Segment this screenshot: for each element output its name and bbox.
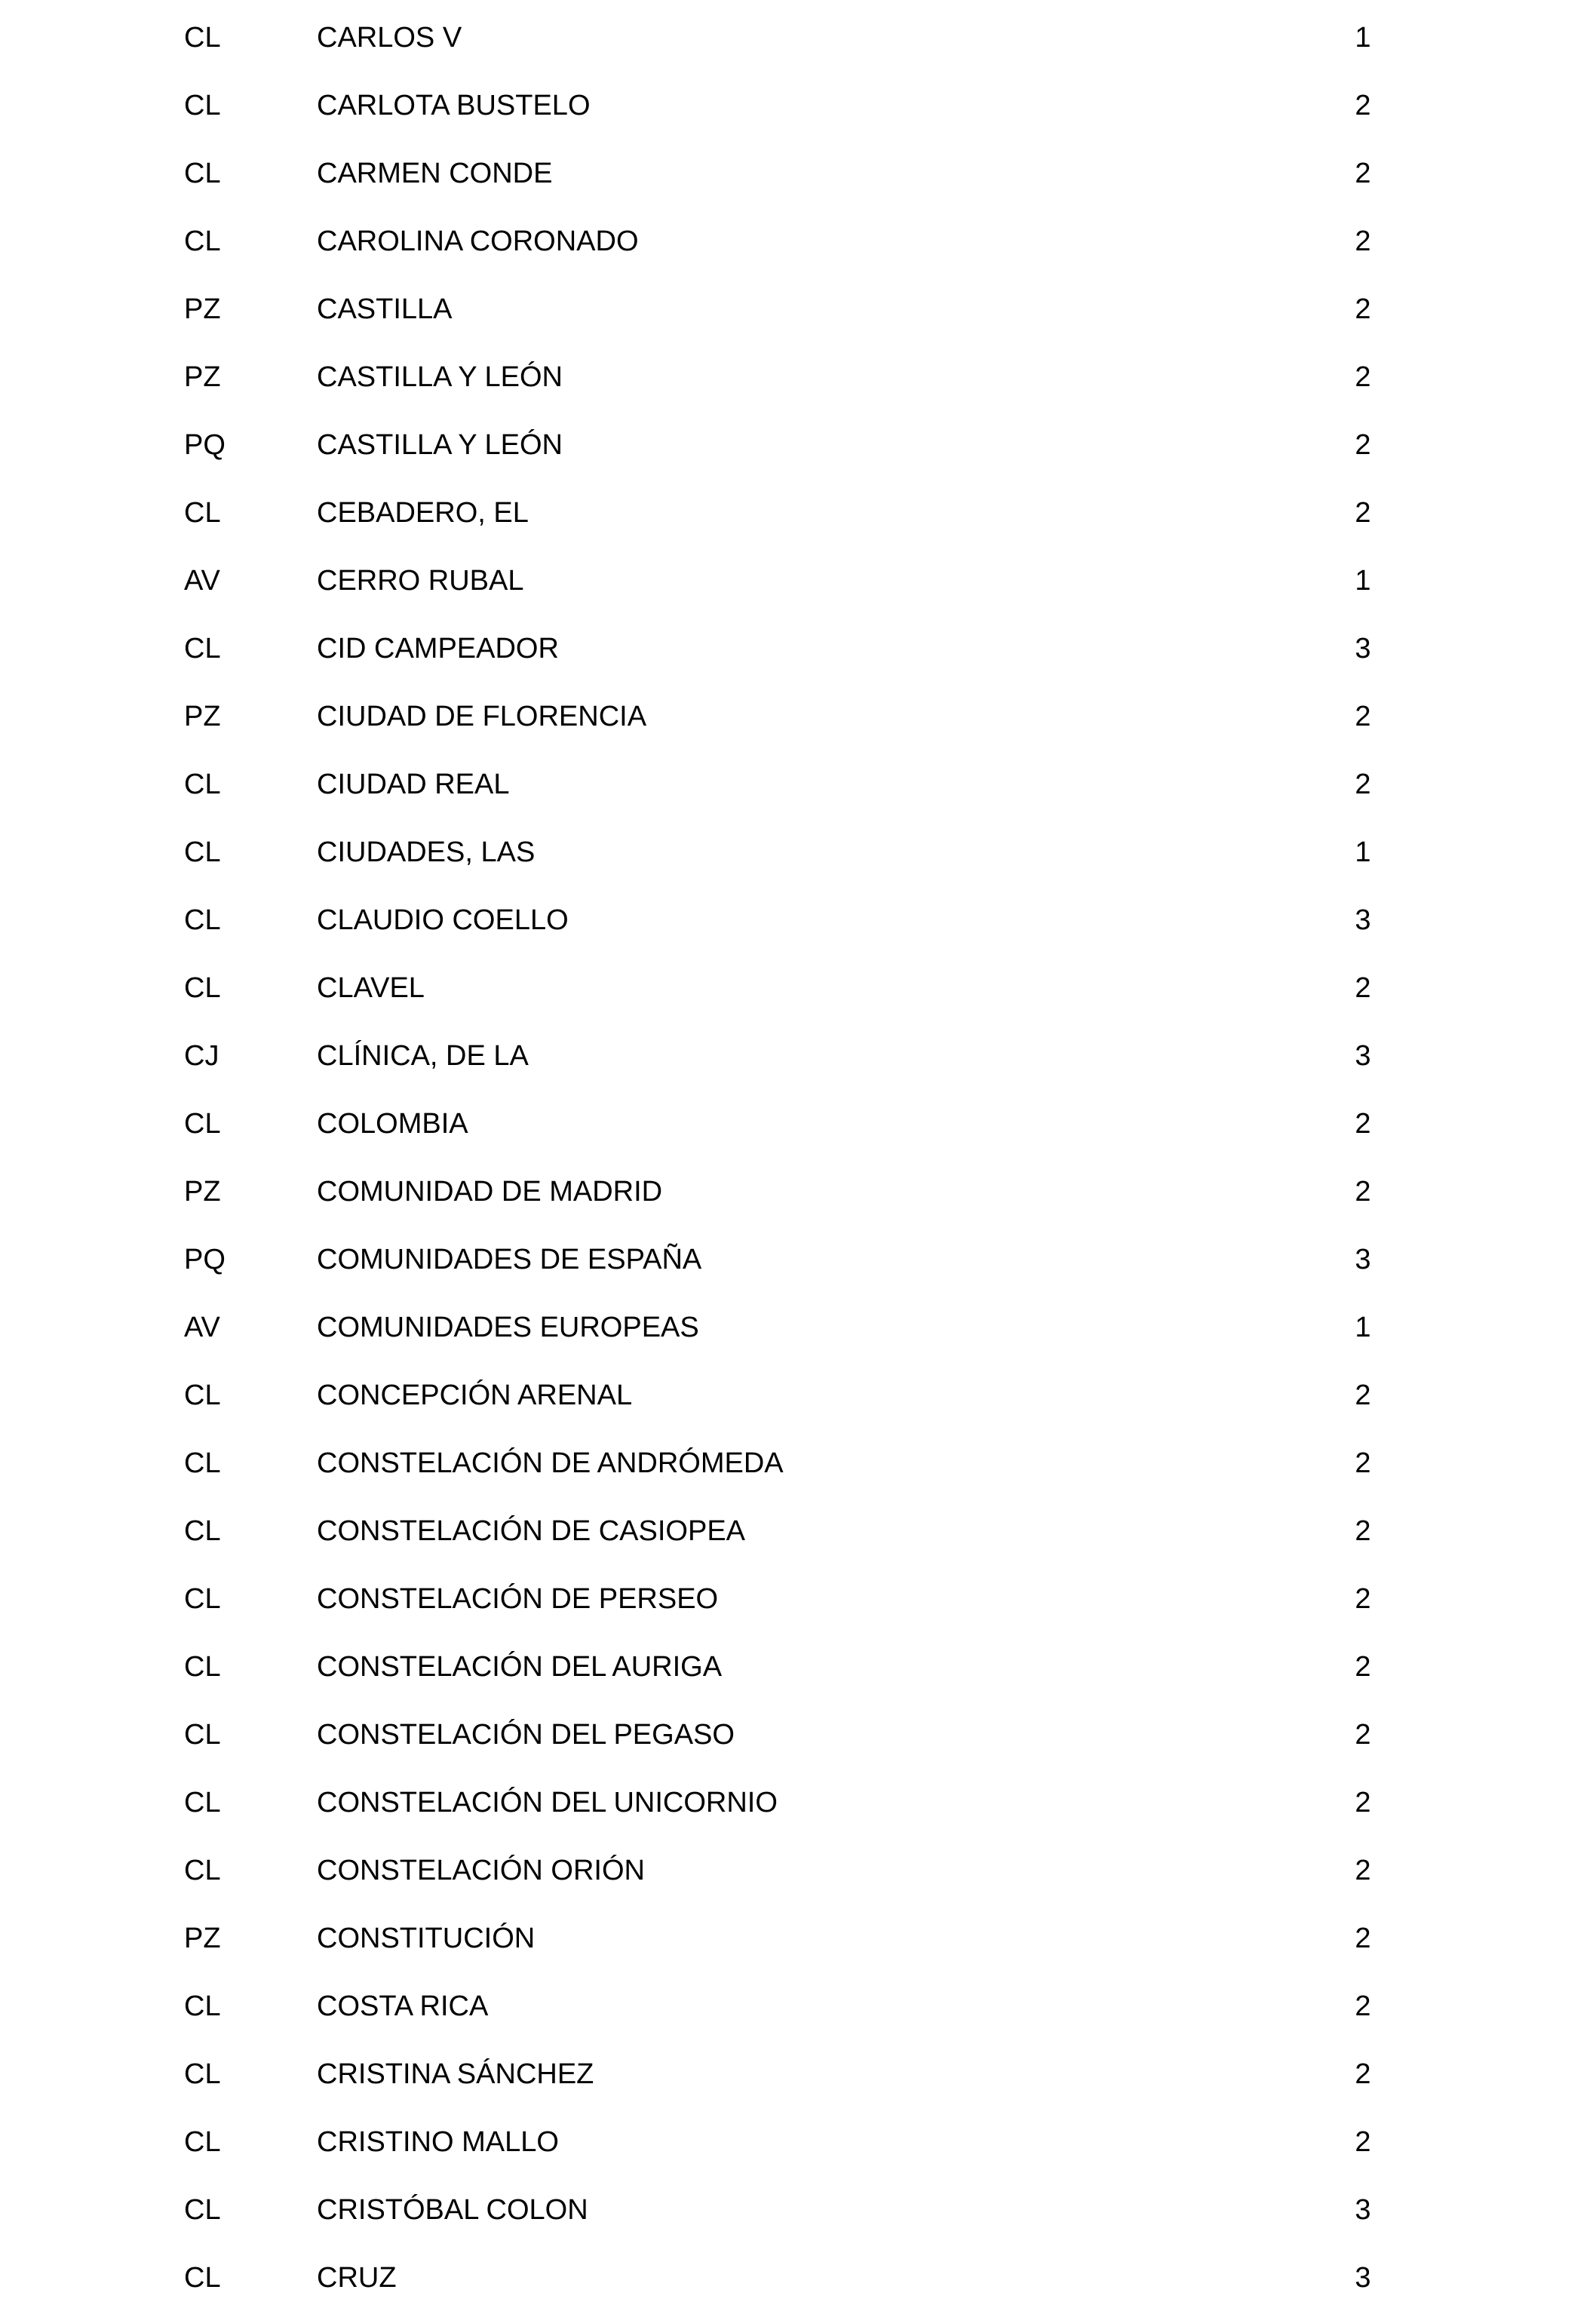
list-item [0,882,1596,950]
street-zone: 2 [1355,361,1371,393]
list-item [0,1629,1596,1697]
street-name: CASTILLA [317,293,453,325]
street-zone: 2 [1355,1515,1371,1547]
street-zone: 2 [1355,226,1371,257]
street-type: CL [184,497,221,529]
street-zone: 2 [1355,2058,1371,2090]
street-zone: 2 [1355,90,1371,121]
street-type: AV [184,1312,220,1343]
street-type: CL [184,1719,221,1751]
list-item [0,2172,1596,2240]
street-type: CL [184,633,221,664]
street-name: CARLOS V [317,22,462,54]
list-item [0,2104,1596,2172]
list-item [0,1901,1596,1969]
list-item [0,1018,1596,1086]
street-zone: 2 [1355,1447,1371,1479]
street-type: CL [184,2058,221,2090]
street-type: PZ [184,361,221,393]
list-item [0,1697,1596,1765]
list-item [0,1833,1596,1901]
street-name: CRISTINO MALLO [317,2126,559,2158]
street-name: CIUDADES, LAS [317,836,536,868]
street-name: COSTA RICA [317,1990,489,2022]
street-name: CASTILLA Y LEÓN [317,361,563,393]
street-type: CL [184,769,221,800]
list-item [0,543,1596,611]
street-zone: 3 [1355,904,1371,936]
list-item [0,68,1596,136]
street-name: CASTILLA Y LEÓN [317,429,563,461]
street-zone: 2 [1355,497,1371,529]
street-name: CERRO RUBAL [317,565,524,597]
street-name: COMUNIDADES DE ESPAÑA [317,1244,702,1275]
street-name: CLÍNICA, DE LA [317,1040,529,1072]
street-zone: 3 [1355,2194,1371,2226]
list-item [0,1290,1596,1358]
street-zone: 2 [1355,1176,1371,1208]
street-zone: 2 [1355,1583,1371,1615]
list-item [0,475,1596,543]
street-zone: 1 [1355,836,1371,868]
street-type: CL [184,1380,221,1411]
street-zone: 2 [1355,701,1371,732]
street-name: CONSTELACIÓN DE ANDRÓMEDA [317,1447,784,1479]
street-name: CIUDAD REAL [317,769,510,800]
list-item [0,204,1596,272]
street-type: CL [184,972,221,1004]
street-type: PZ [184,701,221,732]
list-item [0,272,1596,339]
street-name: CLAUDIO COELLO [317,904,569,936]
street-type: CL [184,1108,221,1140]
street-name: CARMEN CONDE [317,158,553,189]
street-name: CONSTELACIÓN ORIÓN [317,1855,645,1886]
street-type: PZ [184,1923,221,1954]
street-name: COLOMBIA [317,1108,468,1140]
list-item [0,1086,1596,1154]
street-type: CL [184,1787,221,1818]
street-zone: 1 [1355,1312,1371,1343]
list-item [0,815,1596,882]
street-zone: 2 [1355,1651,1371,1683]
street-type: CL [184,836,221,868]
street-name: CID CAMPEADOR [317,633,559,664]
street-type: CL [184,1447,221,1479]
street-name: CARLOTA BUSTELO [317,90,591,121]
street-name: CRISTÓBAL COLON [317,2194,588,2226]
street-type: CL [184,226,221,257]
street-type: CL [184,1651,221,1683]
list-item [0,679,1596,747]
street-zone: 2 [1355,293,1371,325]
street-zone: 3 [1355,1244,1371,1275]
street-name: CIUDAD DE FLORENCIA [317,701,647,732]
street-zone: 3 [1355,1040,1371,1072]
street-name: COMUNIDAD DE MADRID [317,1176,663,1208]
street-zone: 2 [1355,1108,1371,1140]
list-item [0,1358,1596,1426]
street-type: CL [184,1855,221,1886]
list-item [0,0,1596,68]
street-zone: 2 [1355,1923,1371,1954]
list-item [0,1426,1596,1493]
street-type: CL [184,2194,221,2226]
street-name: CONSTELACIÓN DEL AURIGA [317,1651,723,1683]
list-item [0,2240,1596,2308]
street-type: PQ [184,429,226,461]
street-zone: 2 [1355,1380,1371,1411]
list-item [0,950,1596,1018]
street-zone: 2 [1355,1990,1371,2022]
street-type: CL [184,2126,221,2158]
street-name: CRUZ [317,2262,397,2294]
street-name: CONSTITUCIÓN [317,1923,536,1954]
street-type: CL [184,1990,221,2022]
list-item [0,1154,1596,1222]
street-type: CL [184,22,221,54]
street-type: PZ [184,1176,221,1208]
street-type: CL [184,1583,221,1615]
street-name: CONSTELACIÓN DEL PEGASO [317,1719,735,1751]
street-zone: 2 [1355,158,1371,189]
list-item [0,747,1596,815]
list-item [0,611,1596,679]
street-zone: 2 [1355,769,1371,800]
street-zone: 3 [1355,2262,1371,2294]
list-item [0,1765,1596,1833]
street-type: CL [184,904,221,936]
street-zone: 2 [1355,429,1371,461]
street-zone: 2 [1355,972,1371,1004]
street-type: CL [184,158,221,189]
street-type: PQ [184,1244,226,1275]
street-zone: 2 [1355,1719,1371,1751]
street-name: CAROLINA CORONADO [317,226,639,257]
street-zone: 2 [1355,1855,1371,1886]
list-item [0,136,1596,204]
list-item [0,1493,1596,1561]
street-type: CL [184,90,221,121]
street-name: CLAVEL [317,972,425,1004]
list-item [0,407,1596,475]
street-name: CONSTELACIÓN DE PERSEO [317,1583,719,1615]
list-item [0,339,1596,407]
street-name: CONSTELACIÓN DEL UNICORNIO [317,1787,778,1818]
list-item [0,1561,1596,1629]
street-zone: 2 [1355,1787,1371,1818]
street-zone: 3 [1355,633,1371,664]
list-item [0,2036,1596,2104]
list-item [0,1969,1596,2036]
street-type: CL [184,2262,221,2294]
street-name: CONSTELACIÓN DE CASIOPEA [317,1515,746,1547]
street-name: CEBADERO, EL [317,497,529,529]
street-type: AV [184,565,220,597]
street-type: CJ [184,1040,219,1072]
street-zone: 1 [1355,565,1371,597]
list-item [0,1222,1596,1290]
street-type: PZ [184,293,221,325]
street-name: CONCEPCIÓN ARENAL [317,1380,633,1411]
street-name: CRISTINA SÁNCHEZ [317,2058,594,2090]
street-zone: 2 [1355,2126,1371,2158]
street-name: COMUNIDADES EUROPEAS [317,1312,699,1343]
street-type: CL [184,1515,221,1547]
street-zone: 1 [1355,22,1371,54]
